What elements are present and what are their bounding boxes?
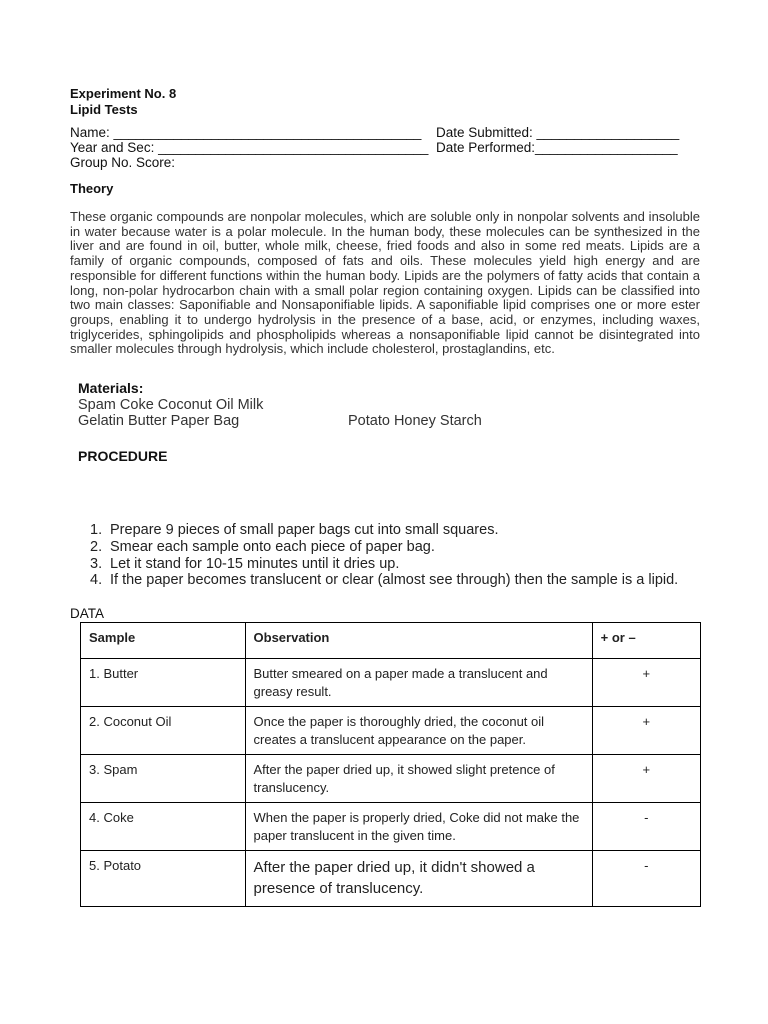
materials-heading: Materials: [78,380,144,396]
observation-cell: When the paper is properly dried, Coke did not make the paper translucent in the given time. [245,803,592,851]
observation-cell: After the paper dried up, it didn't showed a presence of translucency. [245,851,592,907]
theory-heading: Theory [70,181,114,196]
step-text: If the paper becomes translucent or clear (almost see through) then the sample is a lipid. [110,572,679,589]
result-cell: + [592,755,700,803]
procedure-heading: PROCEDURE [78,448,168,464]
sample-cell: 2. Coconut Oil [81,707,246,755]
step-text: Smear each sample onto each piece of paper bag. [110,538,435,555]
result-cell: - [592,803,700,851]
step-number: 3. [90,555,103,572]
step-number: 4. [90,572,103,589]
step-text: Prepare 9 pieces of small paper bags cut into small squares. [110,522,499,538]
procedure-step [90,522,700,539]
step-number: 2. [90,538,103,555]
observation-cell: Butter smeared on a paper made a translucent and greasy result. [245,659,592,707]
step-number: 1. [90,522,103,538]
materials-line-2-right: Potato Honey Starch [348,413,482,429]
materials-line-1: Spam Coke Coconut Oil Milk [78,397,264,413]
sample-cell: 4. Coke [81,803,246,851]
observation-cell: Once the paper is thoroughly dried, the coconut oil creates a translucent appearance on the paper. [245,707,592,755]
table-row [81,707,701,755]
result-cell: + [592,659,700,707]
table-row [81,755,701,803]
table-header-row [81,623,701,659]
header-observation: Observation [245,623,592,659]
sample-cell: 1. Butter [81,659,246,707]
procedure-step [90,539,700,556]
data-table [80,622,701,907]
materials-line-2: Gelatin Butter Paper Bag [78,413,240,429]
result-cell: + [592,707,700,755]
name-field: Name: _________________________________________ [70,125,422,140]
header-result: + or – [592,623,700,659]
table-row [81,803,701,851]
procedure-step [90,556,700,573]
experiment-title: Lipid Tests [70,102,138,117]
date-performed-field: Date Performed:___________________ [436,140,678,155]
result-cell: - [592,851,700,907]
group-score-field: Group No. Score: [70,155,176,170]
sample-cell: 5. Potato [81,851,246,907]
year-sec-field: Year and Sec: ____________________________________ [70,140,429,155]
table-row [81,659,701,707]
sample-cell: 3. Spam [81,755,246,803]
table-row [81,851,701,907]
theory-paragraph: These organic compounds are nonpolar molecules, which are soluble only in nonpolar solvents and insoluble in water because water is a polar molecule. In the human body, these molecules can be synthesized in the liver and are found in oil, butter, whole milk, cheese, fried foods and also in some red meats. Lipids are a family of organic compounds, composed of fats and oils. These molecules yield high energy and are responsible for different functions within the human body. Lipids are the polymers of fatty acids that contain a long, non-polar hydrocarbon chain with a small polar region containing oxygen. Lipids can be classified into two main classes: Saponifiable and Nonsaponifiable lipids. A saponifiable lipid comprises one or more ester groups, enabling it to undergo hydrolysis in the presence of a base, acid, or enzymes, including waxes, triglycerides, sphingolipids and phospholipids whereas a nonsaponifiable lipid cannot be disintegrated into smaller molecules through hydrolysis, which include cholesterol, prostaglandins, etc. [70,209,700,357]
data-label: DATA [70,606,105,621]
experiment-number: Experiment No. 8 [70,86,177,101]
step-text: Let it stand for 10-15 minutes until it dries up. [110,555,400,572]
procedure-step [90,572,700,589]
procedure-steps [90,522,700,589]
date-submitted-field: Date Submitted: ___________________ [436,125,680,140]
observation-cell: After the paper dried up, it showed slight pretence of translucency. [245,755,592,803]
header-sample: Sample [81,623,246,659]
